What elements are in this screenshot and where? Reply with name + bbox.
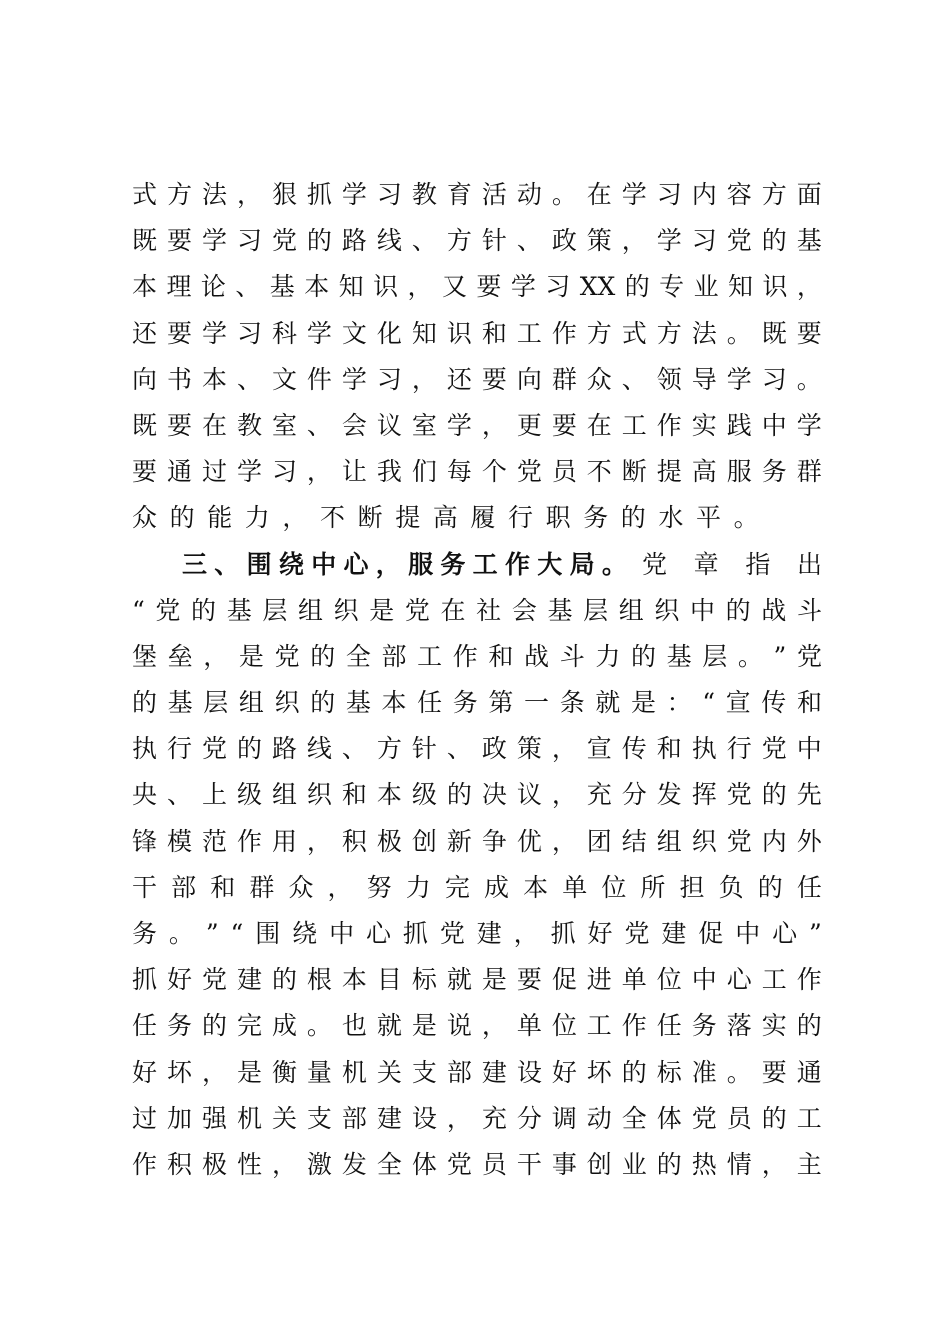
section-heading-line xyxy=(132,542,822,588)
text-line: 央 、 上 级 组 织 和 本 级 的 决 议 ， 充 分 发 挥 党 的 先 xyxy=(132,780,822,810)
text-line: 要 通 过 学 习 ， 让 我 们 每 个 党 员 不 断 提 高 服 务 群 xyxy=(132,457,822,487)
text-line: 干 部 和 群 众 ， 努 力 完 成 本 单 位 所 担 负 的 任 xyxy=(132,872,822,902)
text-line: 既 要 在 教 室 、 会 议 室 学 ， 更 要 在 工 作 实 践 中 学 xyxy=(132,410,822,440)
text-line: 的 基 层 组 织 的 基 本 任 务 第 一 条 就 是 ： “ 宣 传 和 xyxy=(132,688,822,718)
text-line: 既 要 学 习 党 的 路 线 、 方 针 、 政 策 ， 学 习 党 的 基 xyxy=(132,226,822,256)
text-line: 抓 好 党 建 的 根 本 目 标 就 是 要 促 进 单 位 中 心 工 作 xyxy=(132,965,822,995)
text-line: 锋 模 范 作 用 ， 积 极 创 新 争 优 ， 团 结 组 织 党 内 外 xyxy=(132,826,822,856)
section-heading: 三 、 围 绕 中 心 ， 服 务 工 作 大 局 。 xyxy=(182,549,627,579)
text-line: 还 要 学 习 科 学 文 化 知 识 和 工 作 方 式 方 法 。 既 要 xyxy=(132,318,822,348)
text-line: 式 方 法 ， 狠 抓 学 习 教 育 活 动 。 在 学 习 内 容 方 面 xyxy=(132,180,822,209)
text-line: “ 党 的 基 层 组 织 是 党 在 社 会 基 层 组 织 中 的 战 斗 xyxy=(132,595,822,625)
text-line: 任 务 的 完 成 。 也 就 是 说 ， 单 位 工 作 任 务 落 实 的 xyxy=(132,1011,822,1041)
section-three xyxy=(132,542,822,1189)
text-line: 务 。 ” “ 围 绕 中 心 抓 党 建 ， 抓 好 党 建 促 中 心 ” xyxy=(132,919,822,948)
text-line: 本 理 论 、 基 本 知 识 ， 又 要 学 习 XX 的 专 业 知 识 ， xyxy=(132,272,822,302)
section-heading-continuation: 党 章 指 出 xyxy=(642,549,822,579)
document-page xyxy=(132,172,822,1188)
text-line: 执 行 党 的 路 线 、 方 针 、 政 策 ， 宣 传 和 执 行 党 中 xyxy=(132,734,822,764)
text-line: 作 积 极 性 ， 激 发 全 体 党 员 干 事 创 业 的 热 情 ， 主 xyxy=(132,1149,822,1179)
text-line: 向 书 本 、 文 件 学 习 ， 还 要 向 群 众 、 领 导 学 习 。 xyxy=(132,364,822,394)
paragraph-study-methods xyxy=(132,172,822,542)
text-line: 过 加 强 机 关 支 部 建 设 ， 充 分 调 动 全 体 党 员 的 工 xyxy=(132,1103,822,1133)
text-line-last: 众的能力，不断提高履行职务的水平。 xyxy=(132,503,772,533)
text-line: 好 坏 ， 是 衡 量 机 关 支 部 建 设 好 坏 的 标 准 。 要 通 xyxy=(132,1057,822,1087)
text-line: 堡 垒 ， 是 党 的 全 部 工 作 和 战 斗 力 的 基 层 。 ” 党 xyxy=(132,641,822,671)
